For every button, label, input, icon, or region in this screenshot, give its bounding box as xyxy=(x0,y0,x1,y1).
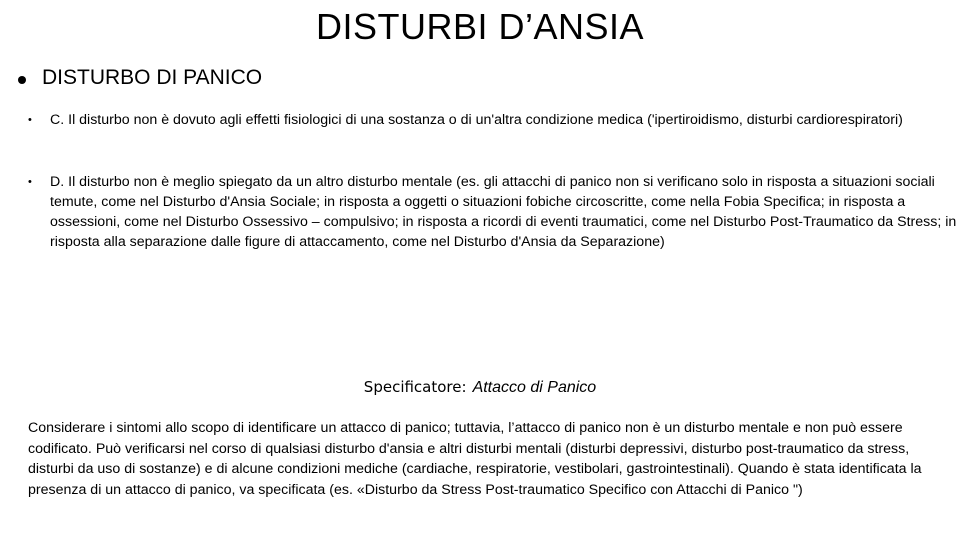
specifier-body: Considerare i sintomi allo scopo di identificare un attacco di panico; tuttavia, l’attacco di panico non è un disturbo mentale e non può essere codificato. Può verificarsi nel corso di qualsiasi disturbo d'ansia e altri disturbi mentali (disturbi depressivi, disturbo post-traumatico da stress, disturbi da uso di sostanze) e di alcune condizioni mediche (cardiache, respiratorie, vestibolari, gastrointestinali). Quando è stata identificata la presenza di un attacco di panico, va specificata (es. «Disturbo da Stress Post-traumatico Specifico con Attacchi di Panico ") xyxy=(28,420,922,498)
bullet-dot-icon xyxy=(18,76,26,84)
bullet-icon: • xyxy=(28,114,32,126)
bullet-icon: • xyxy=(28,176,32,188)
criterion-c-text: C. Il disturbo non è dovuto agli effetti fisiologici di una sostanza o di un'altra condizione medica ('ipertiroidismo, disturbi cardiorespiratori) xyxy=(50,112,903,128)
specifier-value: Attacco di Panico xyxy=(472,379,597,396)
specifier-label: Specificatore: xyxy=(363,378,467,396)
slide-title: DISTURBI D’ANSIA xyxy=(315,6,645,47)
criterion-d-text: D. Il disturbo non è meglio spiegato da un altro disturbo mentale (es. gli attacchi di panico non si verificano solo in risposta a situazioni sociali temute, come nel Disturbo d'Ansia Sociale; in risposta a oggetti o situazioni fobiche circoscritte, come nella Fobia Specifica; in risposta a ossessioni, come nel Disturbo Ossessivo – compulsivo; in risposta a ricordi di eventi traumatici, come nel Disturbo Post-Traumatico da Stress; in risposta alla separazione dalle figure di attaccamento, come nel Disturbo d'Ansia da Separazione) xyxy=(50,174,957,250)
section-heading-text: DISTURBO DI PANICO xyxy=(42,66,263,89)
criterion-c xyxy=(28,110,958,130)
specifier-heading xyxy=(0,378,960,397)
section-heading xyxy=(18,66,262,90)
criterion-d xyxy=(28,172,958,252)
